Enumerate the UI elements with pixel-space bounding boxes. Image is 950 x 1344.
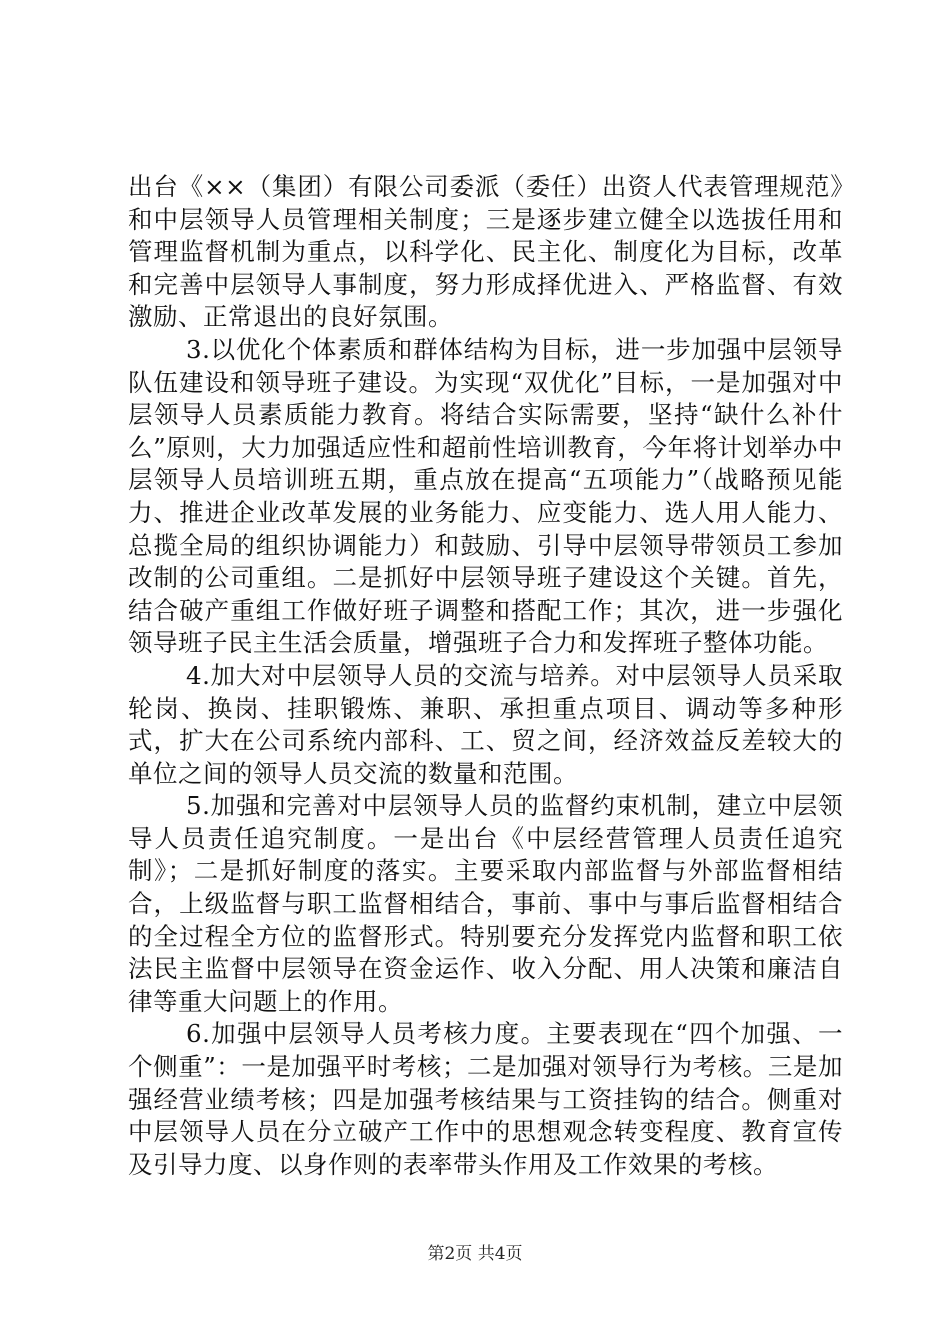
page-number-footer: 第2页 共4页 — [427, 1244, 523, 1264]
document-body — [128, 171, 843, 1181]
paragraph-item-5: 5.加强和完善对中层领导人员的监督约束机制，建立中层领导人员责任追究制度。一是出台《中层经营管理人员责任追究制》；二是抓好制度的落实。主要采取内部监督与外部监督相结合，上级监督与职工监督相结合，事前、事中与事后监督相结合的全过程全方位的监督形式。特别要充分发挥党内监督和职工依法民主监督中层领导在资金运作、收入分配、用人决策和廉洁自律等重大问题上的作用。 — [128, 791, 843, 1016]
paragraph-item-3: 3.以优化个体素质和群体结构为目标，进一步加强中层领导队伍建设和领导班子建设。为实现“双优化”目标，一是加强对中层领导人员素质能力教育。将结合实际需要，坚持“缺什么补什么”原则，大力加强适应性和超前性培训教育，今年将计划举办中层领导人员培训班五期，重点放在提高“五项能力”（战略预见能力、推进企业改革发展的业务能力、应变能力、选人用人能力、总揽全局的组织协调能力）和鼓励、引导中层领导带领员工参加改制的公司重组。二是抓好中层领导班子建设这个关键。首先，结合破产重组工作做好班子调整和搭配工作；其次，进一步强化领导班子民主生活会质量，增强班子合力和发挥班子整体功能。 — [128, 334, 843, 658]
paragraph-continuation: 出台《××（集团）有限公司委派（委任）出资人代表管理规范》和中层领导人员管理相关制度；三是逐步建立健全以选拔任用和管理监督机制为重点，以科学化、民主化、制度化为目标，改革和完善中层领导人事制度，努力形成择优进入、严格监督、有效激励、正常退出的良好氛围。 — [128, 172, 843, 332]
paragraph-item-6: 6.加强中层领导人员考核力度。主要表现在“四个加强、一个侧重”：一是加强平时考核；二是加强对领导行为考核。三是加强经营业绩考核；四是加强考核结果与工资挂钩的结合。侧重对中层领导人员在分立破产工作中的思想观念转变程度、教育宣传及引导力度、以身作则的表率带头作用及工作效果的考核。 — [128, 1019, 843, 1179]
paragraph-item-4: 4.加大对中层领导人员的交流与培养。对中层领导人员采取轮岗、换岗、挂职锻炼、兼职、承担重点项目、调动等多种形式，扩大在公司系统内部科、工、贸之间，经济效益反差较大的单位之间的领导人员交流的数量和范围。 — [128, 660, 843, 788]
